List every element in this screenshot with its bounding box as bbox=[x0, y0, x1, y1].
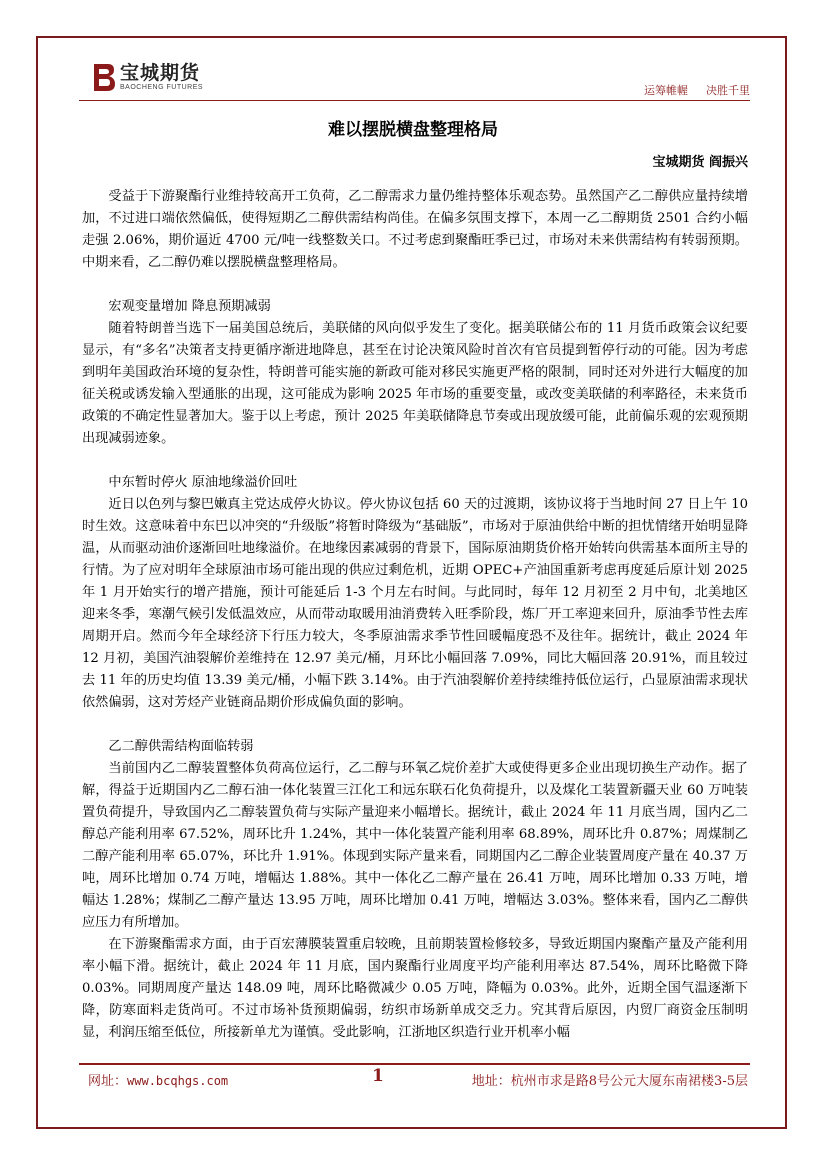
company-logo bbox=[90, 62, 203, 92]
footer-website bbox=[88, 1070, 228, 1089]
logo-english-name: BAOCHENG FUTURES bbox=[120, 83, 204, 91]
slogan-right: 决胜千里 bbox=[706, 84, 750, 97]
footer-divider bbox=[79, 1063, 750, 1065]
section-paragraph-supply: 当前国内乙二醇装置整体负荷高位运行，乙二醇与环氧乙烷价差扩大或使得更多企业出现切换生产动作。据了解，得益于近期国内乙二醇石油一体化装置三江化工和远东联石化负荷提升，以及煤化工装置新疆天业 60 万吨装置负荷提升，导致国内乙二醇装置负荷与实际产量迎来小幅增长。据统计，截止 2024 年 11 月底当周，国内乙二醇总产能利用率 67.52%，周环比升 1.24%，其中一体化装置产能利用率 68.89%，周环比升 0.87%；周煤制乙二醇产能利用率 65.07%，环比升 1.91%。体现到实际产量来看，同期国内乙二醇企业装置周度产量在 40.37 万吨，周环比增加 0.74 万吨，增幅达 1.88%。其中一体化乙二醇产量在 26.41 万吨，周环比增加 0.33 万吨，增幅达 1.28%；煤制乙二醇产量达 13.95 万吨，周环比增加 0.41 万吨，增幅达 3.03%。整体来看，国内乙二醇供应压力有所增加。 bbox=[82, 761, 748, 930]
footer-address: 地址：杭州市求是路8号公元大厦东南裙楼3-5层 bbox=[471, 1074, 748, 1089]
section-heading-macro: 宏观变量增加 降息预期减弱 bbox=[108, 299, 271, 314]
article-title: 难以摆脱横盘整理格局 bbox=[328, 120, 498, 140]
logo-chinese-name: 宝城期货 bbox=[120, 61, 201, 84]
slogan-left: 运筹帷幄 bbox=[644, 84, 688, 97]
header-slogan bbox=[626, 82, 750, 98]
intro-paragraph: 受益于下游聚酯行业维持较高开工负荷，乙二醇需求力量仍维持整体乐观态势。虽然国产乙二醇供应量持续增加，不过进口端依然偏低，使得短期乙二醇供需结构尚佳。在偏多氛围支撑下，本周一乙二醇期货 2501 合约小幅走强 2.06%，期价逼近 4700 元/吨一线整数关口。不过考虑到聚酯旺季已过，市场对未来供需结构有转弱预期。中期来看，乙二醇仍难以摆脱横盘整理格局。 bbox=[82, 189, 748, 270]
section-paragraph-demand: 在下游聚酯需求方面，由于百宏薄膜装置重启较晚，且前期装置检修较多，导致近期国内聚酯产量及产能利用率小幅下滑。据统计，截止 2024 年 11 月底，国内聚酯行业周度平均产能利用率达 87.54%，周环比略微下降 0.03%。同期周度产量达 148.09 吨，周环比略微减少 0.05 万吨，降幅为 0.03%。此外，近期全国气温逐渐下降，防寒面料走货尚可。不过市场补货预期偏弱，纺织市场新单成交乏力。究其背后原因，内贸厂商资金压制明显，利润压缩至低位，所接新单尤为谨慎。受此影响，江浙地区织造行业开机率小幅 bbox=[82, 937, 748, 1040]
section-paragraph-macro: 随着特朗普当选下一届美国总统后，美联储的风向似乎发生了变化。据美联储公布的 11 月货币政策会议纪要显示，有“多名”决策者支持更循序渐进地降息，甚至在讨论决策风险时首次有官员提到暂停行动的可能。因为考虑到明年美国政治环境的复杂性，特朗普可能实施的新政可能对移民实施更严格的限制，同时还对外进行大幅度的加征关税或诱发输入型通胀的出现，这可能成为影响 2025 年市场的重要变量，或改变美联储的利率路径，未来货币政策的不确定性显著加大。鉴于以上考虑，预计 2025 年美联储降息节奏或出现放缓可能，此前偏乐观的宏观预期出现减弱迹象。 bbox=[82, 321, 748, 446]
section-paragraph-oil: 近日以色列与黎巴嫩真主党达成停火协议。停火协议包括 60 天的过渡期，该协议将于当地时间 27 日上午 10 时生效。这意味着中东巴以冲突的“升级版”将暂时降级为“基础版”，市场对于原油供给中断的担忧情绪开始明显降温，从而驱动油价逐渐回吐地缘溢价。在地缘因素减弱的背景下，国际原油期货价格开始转向供需基本面所主导的行情。为了应对明年全球原油市场可能出现的供应过剩危机，近期 OPEC+产油国重新考虑再度延后原计划 2025 年 1 月开始实行的增产措施，预计可能延后 1-3 个月左右时间。与此同时，每年 12 月初至 2 月中旬，北美地区迎来冬季，寒潮气候引发低温效应，从而带动取暖用油消费转入旺季阶段，炼厂开工率迎来回升，原油季节性去库周期开启。然而今年全球经济下行压力较大，冬季原油需求季节性回暖幅度恐不及往年。据统计，截止 2024 年 12 月初，美国汽油裂解价差维持在 12.97 美元/桶，月环比小幅回落 7.09%，同比大幅回落 20.91%，而且较过去 11 年的历史均值 13.39 美元/桶，小幅下跌 3.14%。由于汽油裂解价差持续维持低位运行，凸显原油需求现状依然偏弱，这对芳烃产业链商品期价形成偏负面的影响。 bbox=[82, 497, 748, 710]
article-body bbox=[82, 186, 748, 1044]
section-heading-oil: 中东暂时停火 原油地缘溢价回吐 bbox=[108, 475, 298, 490]
page-number: 1 bbox=[372, 1066, 384, 1086]
header-divider bbox=[79, 100, 750, 101]
article-author: 宝城期货 阎振兴 bbox=[652, 155, 748, 170]
footer-website-label: 网址： bbox=[88, 1074, 128, 1089]
logo-mark-icon bbox=[90, 62, 116, 92]
section-heading-supply-demand: 乙二醇供需结构面临转弱 bbox=[108, 739, 254, 754]
page-footer bbox=[0, 1066, 826, 1094]
footer-website-link[interactable]: www.bcqhgs.com bbox=[127, 1074, 229, 1088]
